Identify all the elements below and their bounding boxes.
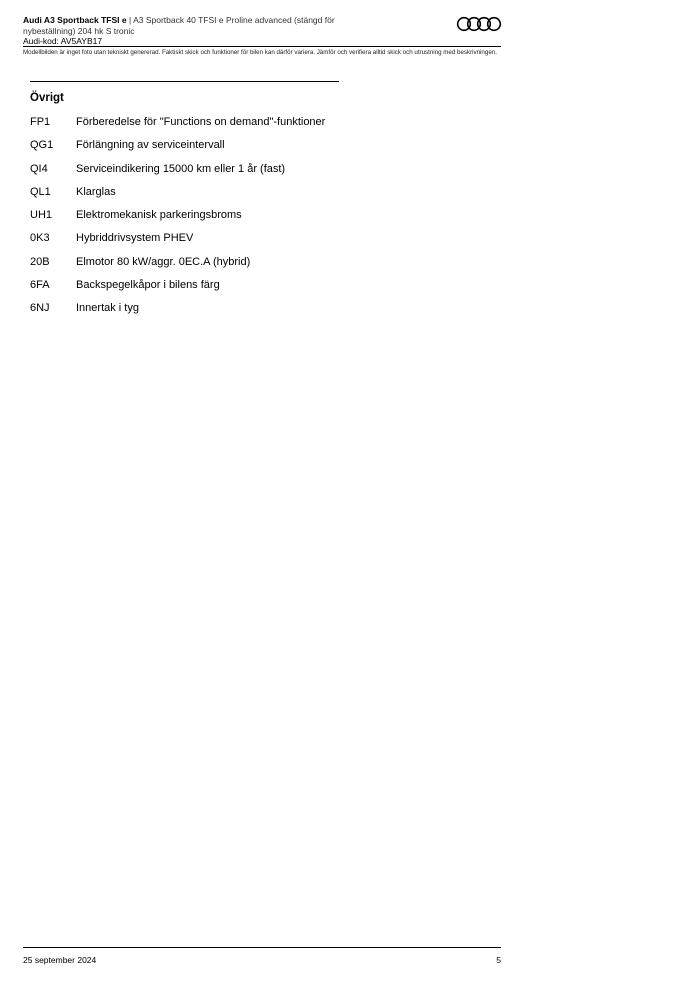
option-row <box>30 115 430 138</box>
option-description: Förberedelse för "Functions on demand"-funktioner <box>76 116 326 128</box>
option-description: Innertak i tyg <box>76 302 139 315</box>
option-description: Elmotor 80 kW/aggr. 0EC.A (hybrid) <box>76 255 251 268</box>
page-number: 5 <box>496 955 501 965</box>
audi-rings-icon <box>456 16 502 32</box>
option-code: 6NJ <box>30 302 50 315</box>
option-description: Förlängning av serviceintervall <box>76 139 225 152</box>
option-description: Backspegelkåpor i bilens färg <box>76 279 220 292</box>
option-row <box>30 185 430 208</box>
section-title: Övrigt <box>30 92 64 104</box>
option-row <box>30 301 430 324</box>
section-divider <box>30 81 339 82</box>
option-row <box>30 231 430 254</box>
header-divider <box>23 46 501 47</box>
option-code: QI4 <box>30 162 48 175</box>
footer-date: 25 september 2024 <box>23 955 97 965</box>
option-row <box>30 208 430 231</box>
model-name: Audi A3 Sportback TFSI e <box>23 15 127 25</box>
audi-code: Audi-kod: AV5AYB17 <box>23 36 103 46</box>
options-list <box>30 115 430 325</box>
model-description: A3 Sportback 40 TFSI e Proline advanced (stängd för nybeställning) 204 hk S tronic <box>23 15 335 36</box>
option-row <box>30 162 430 185</box>
option-row <box>30 278 430 301</box>
option-description: Serviceindikering 15000 km eller 1 år (fast) <box>76 162 286 175</box>
footer-divider <box>23 947 501 948</box>
option-row <box>30 255 430 278</box>
document-title <box>23 15 383 36</box>
option-code: 0K3 <box>30 232 50 245</box>
option-code: FP1 <box>30 116 51 128</box>
option-code: UH1 <box>30 209 53 222</box>
title-separator: | <box>126 15 134 25</box>
option-code: 6FA <box>30 279 50 292</box>
option-description: Elektromekanisk parkeringsbroms <box>76 209 242 222</box>
option-description: Klarglas <box>76 185 116 198</box>
disclaimer-text: Modellbilden är inget foto utan tekniskt genererad. Faktiskt skick och funktioner för bilen kan därför variera. Jämför och verifiera alltid skick och utrustning med beskrivningen. <box>23 49 497 56</box>
option-code: QG1 <box>30 139 54 152</box>
option-code: 20B <box>30 255 50 268</box>
option-code: QL1 <box>30 185 51 198</box>
option-description: Hybriddrivsystem PHEV <box>76 232 194 245</box>
document-header <box>23 15 501 47</box>
option-row <box>30 138 430 161</box>
